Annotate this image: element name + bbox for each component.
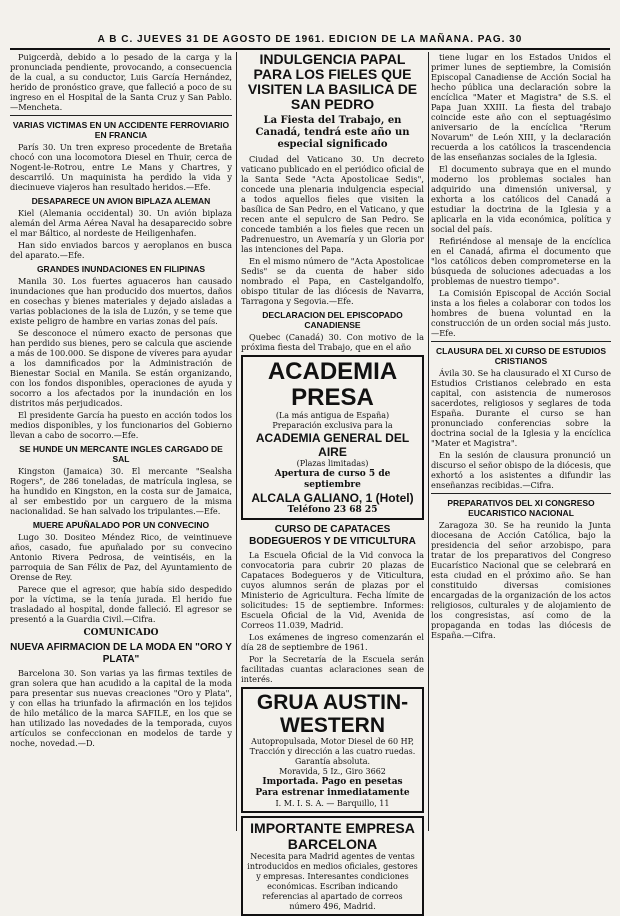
article-text: En la sesión de clausura pronunció un discurso el señor obispo de la diócesis, que exhortó a los asistentes a difundir las enseñanzas recibidas.—Cifra. [431,450,611,490]
article-text: Puigcerdà, debido a lo pesado de la carga y la pronunciada pendiente, provocando, a consecuencia de la cual, a su conductor, Luis García Hernández, herido de pronóstico grave, que falleció a poco de su ingreso en el Hospital de la Santa Cruz y San Pablo.—Mencheta. [10,52,232,112]
advert-line: (La más antigua de España) [275,411,390,420]
divider [431,493,611,494]
column-3 [431,52,611,831]
column-1 [10,52,232,831]
advert-line: Apertura de curso 5 de septiembre [274,469,391,490]
advert-phone: Teléfono 23 68 25 [287,505,378,515]
article-text: La Escuela Oficial de la Vid convoca la convocatoria para cubrir 20 plazas de Capataces Bodegueros y de Viticultura, cuyos alumnos serán de plazas por el Ministerio de Agricultura. Fecha límite de solicitudes: 15 de septiembre. Informes: Escuela Oficial de la Vid, Avenida de Correos 11.039, Madrid. [241,550,424,630]
article-text: Barcelona 30. Son varias ya las firmas textiles de gran solera que han acudido a la capital de la moda para presentar sus nuevas creaciones "Oro y Plata", y con ellas ha triunfado la afirmación en los tejidos de hilo metálico de la marca SAFILE, en los que se han utilizado las novedades de la temporada, cuyos artículos se confeccionan en modelos de tarde y noche, novedad.—D. [10,668,232,748]
article-text: El presidente García ha puesto en acción todos los medios disponibles, y los funcionarios del Gobierno llevan a cabo de socorro.—Efe. [10,410,232,440]
divider [431,341,611,342]
advert-line: I. M. I. S. A. — Barquillo, 11 [275,799,390,808]
article-text: El documento subraya que en el mundo moderno los problemas sociales han adquirido una dimensión universal, y exhorta a los católicos del Canadá a estudiar la doctrina de la Iglesia y a aplicarla en la vida económica, política y social del país. [431,164,611,234]
advert-title: ACADEMIA PRESA [267,358,398,411]
article-text: Manila 30. Los fuertes aguaceros han causado inundaciones que han producido dos muertos, daños en cosechas y bienes materiales y dejado aisladas a varias poblaciones de la isla de Luzón, y se teme que existe peligro de hambre en varias zonas del país. [10,276,232,326]
article-text: Ciudad del Vaticano 30. Un decreto vaticano publicado en el periódico oficial de la Santa Sede "Acta Apostolicae Sedis", concede una plenaria indulgencia especial a todos aquellos fieles que visiten la basílica de San Pedro, en el Vaticano, y que recen ante el sepulcro de San Pedro. Se concede también a los fieles que recen un Padrenuestro, un Avemaría y un Gloria por las intenciones del Papa. [241,154,425,254]
headline: CLAUSURA DEL XI CURSO DE ESTUDIOS CRISTIANOS [435,346,607,366]
article-text: Kiel (Alemania occidental) 30. Un avión biplaza alemán del Arma Aérea Naval ha desaparecido sobre el mar Báltico, al nordeste de Heiligenhafen. [10,208,232,238]
article-text: Parece que el agresor, que había sido despedido por la víctima, se la tenía jurada. El herido fue trasladado al hospital, donde falleció. El agresor se presentó a la Guardia Civil.—Cifra. [10,584,232,624]
headline: SE HUNDE UN MERCANTE INGLES CARGADO DE SAL [19,444,223,464]
headline: GRANDES INUNDACIONES EN FILIPINAS [36,264,206,274]
article-text: Por la Secretaría de la Escuela serán facilitadas cuantas aclaraciones sean de interés. [241,654,424,684]
divider [10,115,232,116]
advert-line: Necesita para Madrid agentes de ventas introducidos en medios oficiales, gestores y empresas. Interesantes condiciones económicas. Escriban indicando referencias al apartado de correos número 496, Madrid. [247,852,418,911]
article-text: Han sido enviados barcos y aeroplanos en busca del aparato.—Efe. [10,240,232,260]
headline: PREPARATIVOS DEL XI CONGRESO EUCARISTICO NACIONAL [447,498,595,518]
headline-main: INDULGENCIA PAPAL PARA LOS FIELES QUE VISITEN LA BASILICA DE SAN PEDRO [247,51,418,112]
advert-address: ALCALA GALIANO, 1 (Hotel) [251,491,414,505]
article-text: Ávila 30. Se ha clausurado el XI Curso de Estudios Cristianos celebrado en esta capital, con asistencia de numerosos sacerdotes, religiosos y seglares de toda España. Durante el curso se han pronunciado conferencias sobre la doctrina social de la Iglesia y la encíclica "Mater et Magistra". [431,368,611,448]
advert-grua [241,687,424,813]
article-text: París 30. Un tren expreso procedente de Bretaña chocó con una locomotora Diesel en Thuir, cerca de Nogent-le-Rotrou, entre Le Mans y Chartres, y descarriló. Un maquinista ha perdido la vida y diecinueve viajeros han resultado heridos.—Efe. [10,142,232,192]
subheadline: La Fiesta del Trabajo, en Canadá, tendrá este año un especial significado [255,115,410,150]
advert-line: Autopropulsada, Motor Diesel de 60 HP, Tracción y dirección a las cuatro ruedas. Garantía absoluta. [249,737,416,766]
advert-academia-presa [241,355,424,520]
headline: MUERE APUÑALADO POR UN CONVECINO [32,520,210,530]
column-rule [236,52,237,831]
advert-empresa [241,816,424,916]
headline: VARIAS VICTIMAS EN UN ACCIDENTE FERROVIARIO EN FRANCIA [12,120,230,140]
advert-line: Preparación exclusiva para la [272,421,393,430]
advert-line: Para estrenar inmediatamente [255,788,410,798]
headline: DECLARACION DEL EPISCOPADO CANADIENSE [262,310,403,330]
article-text: tiene lugar en los Estados Unidos el primer lunes de septiembre, la Comisión Episcopal Canadiense de Acción Social ha hecho pública una declaración sobre la encíclica "Mater et Magistra" de S.S. el Papa Juan XXIII. La fiesta del trabajo coincide este año con el septuagésimo aniversario de la encíclica "Rerum Novarum" de León XIII, y la declaración recuerda a los católicos la trascendencia de las enseñanzas sociales de la Iglesia. [431,52,611,162]
column-2 [241,51,425,911]
advert-line: ACADEMIA GENERAL DEL AIRE [255,431,410,459]
article-text: Refiriéndose al mensaje de la encíclica en el Canadá, afirma el documento que "los católicos deben comprometerse en la búsqueda de soluciones adecuadas a los problemas de nuestro tiempo". [431,236,611,286]
advert-title: IMPORTANTE EMPRESA BARCELONA [250,820,415,852]
headline: NUEVA AFIRMACION DE LA MODA EN "ORO Y PLATA" [10,642,232,665]
advert-line: Moravida, 5 Iz., Giro 3662 [279,767,386,776]
article-text: Zaragoza 30. Se ha reunido la Junta diocesana de Acción Católica, bajo la presidencia del señor arzobispo, para tratar de los preparativos del Congreso Eucarístico Nacional que se celebrará en esta ciudad en el próximo año. Se han constituido diversas comisiones encargadas de la organización de los actos religiosos, culturales y de alojamiento de los congresistas, así como de la propaganda en todas las diócesis de España.—Cifra. [431,520,611,640]
article-text: Quebec (Canadá) 30. Con motivo de la próxima fiesta del Trabajo, que en el año [241,332,424,352]
article-text: Se desconoce el número exacto de personas que han perdido sus bienes, pero se calcula que asciende a más de 100.000. Se dispone de víveres para ayudar a los damnificados por la Administración de Bienestar Social en Manila. Se están organizando, con los fondos disponibles, operaciones de ayuda y socorro a los afectados por la inundación en los distritos más perjudicados. [10,328,232,408]
headline: CURSO DE CAPATACES BODEGUEROS Y DE VITICULTURA [249,524,416,547]
column-rule [428,52,429,831]
advert-title: GRUA AUSTIN-WESTERN [256,691,409,737]
kicker: COMUNICADO [83,628,159,638]
advert-line: Importada. Pago en pesetas [262,777,403,787]
advert-line: (Plazas limitadas) [296,459,369,468]
article-text: Kingston (Jamaica) 30. El mercante "Sealsha Rogers", de 286 toneladas, de matrícula inglesa, se ha hundido en Kingston, en la costa sur de Jamaica, al ser embestido por un carguero de la misma nacionalidad. Se han salvado los tripulantes.—Efe. [10,466,232,516]
headline: DESAPARECE UN AVION BIPLAZA ALEMAN [31,196,211,206]
page-header: A B C. JUEVES 31 DE AGOSTO DE 1961. EDICION DE LA MAÑANA. PAG. 30 [10,34,610,50]
article-text: Los exámenes de ingreso comenzarán el día 28 de septiembre de 1961. [241,632,424,652]
article-text: En el mismo número de "Acta Apostolicae Sedis" se da cuenta de haber sido nombrado el Papa, en Castelgandolfo, obispo titular de las diócesis de Navarra, Tarragona y Segovia.—Efe. [241,256,424,306]
article-text: Lugo 30. Dositeo Méndez Rico, de veintinueve años, casado, fue apuñalado por su convecino Antonio Rivera Pedrosa, de veintiséis, en la parroquia de San Félix de Paz, del Ayuntamiento de Orense de Rey. [10,532,232,582]
article-text: La Comisión Episcopal de Acción Social insta a los fieles a colaborar con todos los hombres de buena voluntad en la construcción de un orden social más justo.—Efe. [431,288,611,338]
